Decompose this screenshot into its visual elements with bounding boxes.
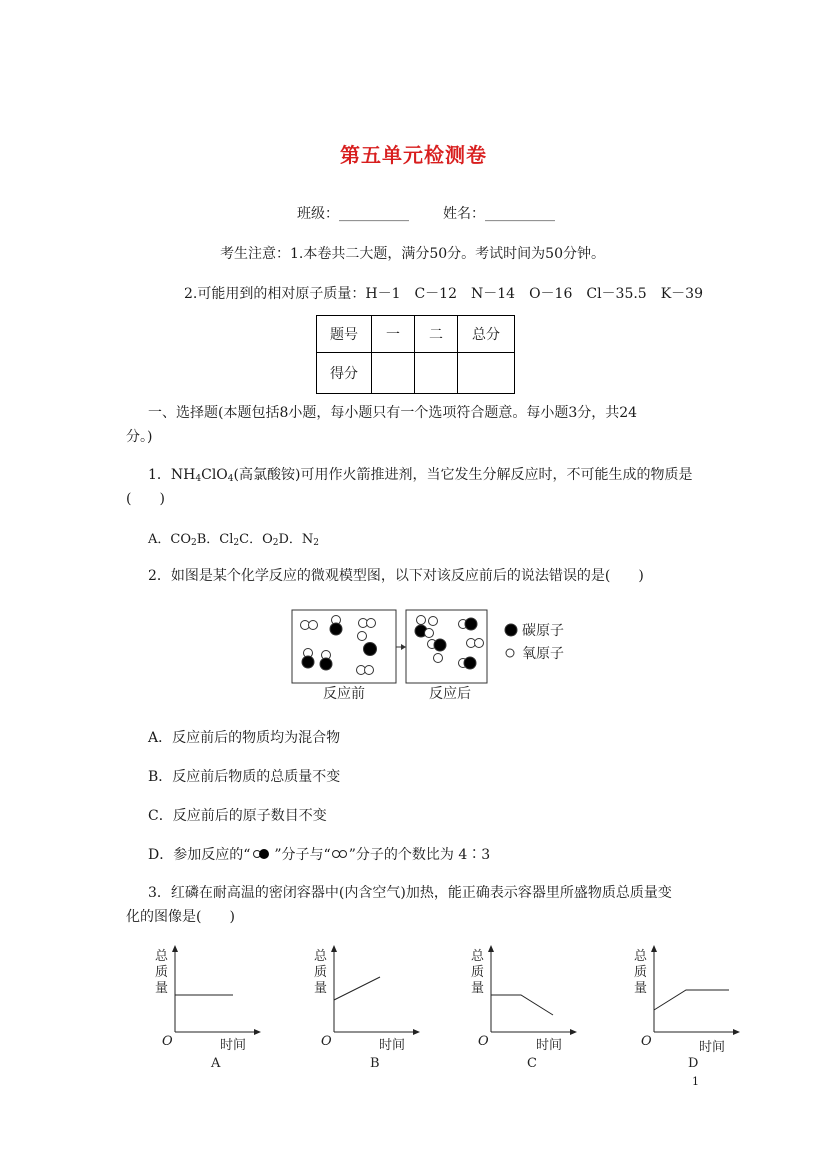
score-header-question: 题号 (317, 316, 372, 353)
graph-d-line (654, 990, 729, 1010)
after-label: 反应后 (429, 686, 471, 702)
graph-d-origin: O (641, 1034, 652, 1049)
name-blank: __________ (485, 206, 555, 222)
score-header-total: 总分 (458, 316, 515, 353)
q1-text-mid: ClO (201, 467, 228, 483)
graph-b (304, 945, 454, 1075)
graph-c-origin: O (478, 1034, 489, 1049)
q2-option-d-mid: ”分子与“ (274, 847, 331, 863)
graph-a-ylabel-3: 量 (155, 981, 169, 996)
graph-a-label: A (211, 1056, 221, 1071)
o2-molecule-icon (331, 848, 349, 860)
graph-d-label: D (688, 1056, 699, 1071)
graph-d-xlabel: 时间 (699, 1040, 726, 1055)
q2-option-c: C．反应前后的原子数目不变 (148, 808, 327, 824)
notes-line-2: 2.可能用到的相对原子质量：H－1 C－12 N－14 O－16 Cl－35.5 K－39 (184, 286, 703, 302)
graph-d (624, 945, 774, 1075)
q1-option-c: C．O (239, 532, 273, 547)
q1-text-pre: 1．NH (148, 467, 196, 483)
q1-option-d: D．N (278, 532, 314, 547)
graph-c-label: C (527, 1056, 537, 1071)
q1-option-b-sub: 2 (233, 538, 240, 548)
graph-b-line (334, 977, 380, 1000)
graph-d-ylabel-3: 量 (634, 981, 648, 996)
q3-line-2: 化的图像是( ) (126, 909, 235, 925)
graph-b-ylabel-3: 量 (314, 981, 328, 996)
graph-a-origin: O (162, 1034, 173, 1049)
score-cell-part1[interactable] (372, 353, 415, 394)
q2-option-d-post: ”分子的个数比为 4∶3 (348, 847, 491, 863)
graph-c-ylabel-1: 总 (471, 949, 485, 964)
class-blank: __________ (339, 206, 409, 222)
q2-option-d (148, 844, 490, 864)
q1-option-c-sub: 2 (272, 538, 279, 548)
q2-option-d-pre: D．参加反应的“ (148, 847, 251, 863)
score-header-part1: 一 (372, 316, 415, 353)
graph-b-origin: O (321, 1034, 332, 1049)
graph-c-line (491, 995, 553, 1015)
legend-carbon-icon (505, 624, 517, 636)
graph-c-xlabel: 时间 (536, 1038, 563, 1053)
legend-oxygen-icon (506, 649, 514, 657)
q2-stem: 2．如图是某个化学反应的微观模型图，以下对该反应前后的说法错误的是( ) (148, 568, 644, 584)
reaction-model-diagram (288, 607, 578, 702)
graph-a-xlabel: 时间 (220, 1038, 247, 1053)
graph-a-ylabel-1: 总 (155, 949, 169, 964)
class-label: 班级： (297, 206, 339, 222)
before-label: 反应前 (323, 686, 365, 702)
graph-a (145, 945, 295, 1075)
graph-c-ylabel-2: 质 (471, 965, 485, 980)
legend-oxygen-label: 氧原子 (522, 646, 564, 662)
graph-d-ylabel-2: 质 (634, 965, 648, 980)
graph-c (461, 945, 611, 1075)
graph-b-ylabel-2: 质 (314, 965, 328, 980)
graph-c-ylabel-3: 量 (471, 981, 485, 996)
q3-line-1: 3．红磷在耐高温的密闭容器中(内含空气)加热，能正确表示容器里所盛物质总质量变 (148, 885, 672, 901)
notes-line-1: 考生注意：1.本卷共二大题，满分50分。考试时间为50分钟。 (220, 246, 605, 262)
q1-option-d-sub: 2 (313, 538, 320, 548)
score-row-label: 得分 (317, 353, 372, 394)
graph-b-ylabel-1: 总 (314, 949, 328, 964)
page-title: 第五单元检测卷 (340, 143, 487, 167)
score-cell-part2[interactable] (415, 353, 458, 394)
q1-stem (148, 464, 692, 484)
name-label: 姓名： (443, 206, 485, 222)
q1-option-a-sub: 2 (191, 538, 197, 548)
graph-a-ylabel-2: 质 (155, 965, 169, 980)
legend-carbon-label: 碳原子 (522, 623, 564, 639)
q1-paren: ( ) (126, 491, 165, 507)
page-number: 1 (692, 1075, 699, 1088)
reaction-arrow-head (401, 644, 406, 650)
q1-sub-1: 4 (195, 474, 202, 484)
q1-options (148, 528, 319, 548)
score-table (316, 315, 515, 394)
graph-d-ylabel-1: 总 (634, 949, 648, 964)
section1-line-1: 一、选择题(本题包括8小题，每小题只有一个选项符合题意。每小题3分，共24 (148, 405, 638, 421)
co-molecule-icon (250, 848, 274, 860)
graph-b-label: B (370, 1056, 380, 1071)
q1-option-a: A．CO (148, 532, 191, 547)
q2-option-a: A．反应前后的物质均为混合物 (148, 730, 341, 746)
score-cell-total[interactable] (458, 353, 515, 394)
name-field (443, 203, 555, 223)
q1-text-post: (高氯酸铵)可用作火箭推进剂，当它发生分解反应时，不可能生成的物质是 (233, 467, 693, 483)
q2-option-b: B．反应前后物质的总质量不变 (148, 769, 341, 785)
score-header-part2: 二 (415, 316, 458, 353)
q1-sub-2: 4 (227, 474, 234, 484)
section1-line-2: 分。) (126, 429, 153, 445)
q1-option-b: B．Cl (196, 532, 234, 547)
graph-b-xlabel: 时间 (379, 1038, 406, 1053)
class-field (297, 203, 409, 223)
